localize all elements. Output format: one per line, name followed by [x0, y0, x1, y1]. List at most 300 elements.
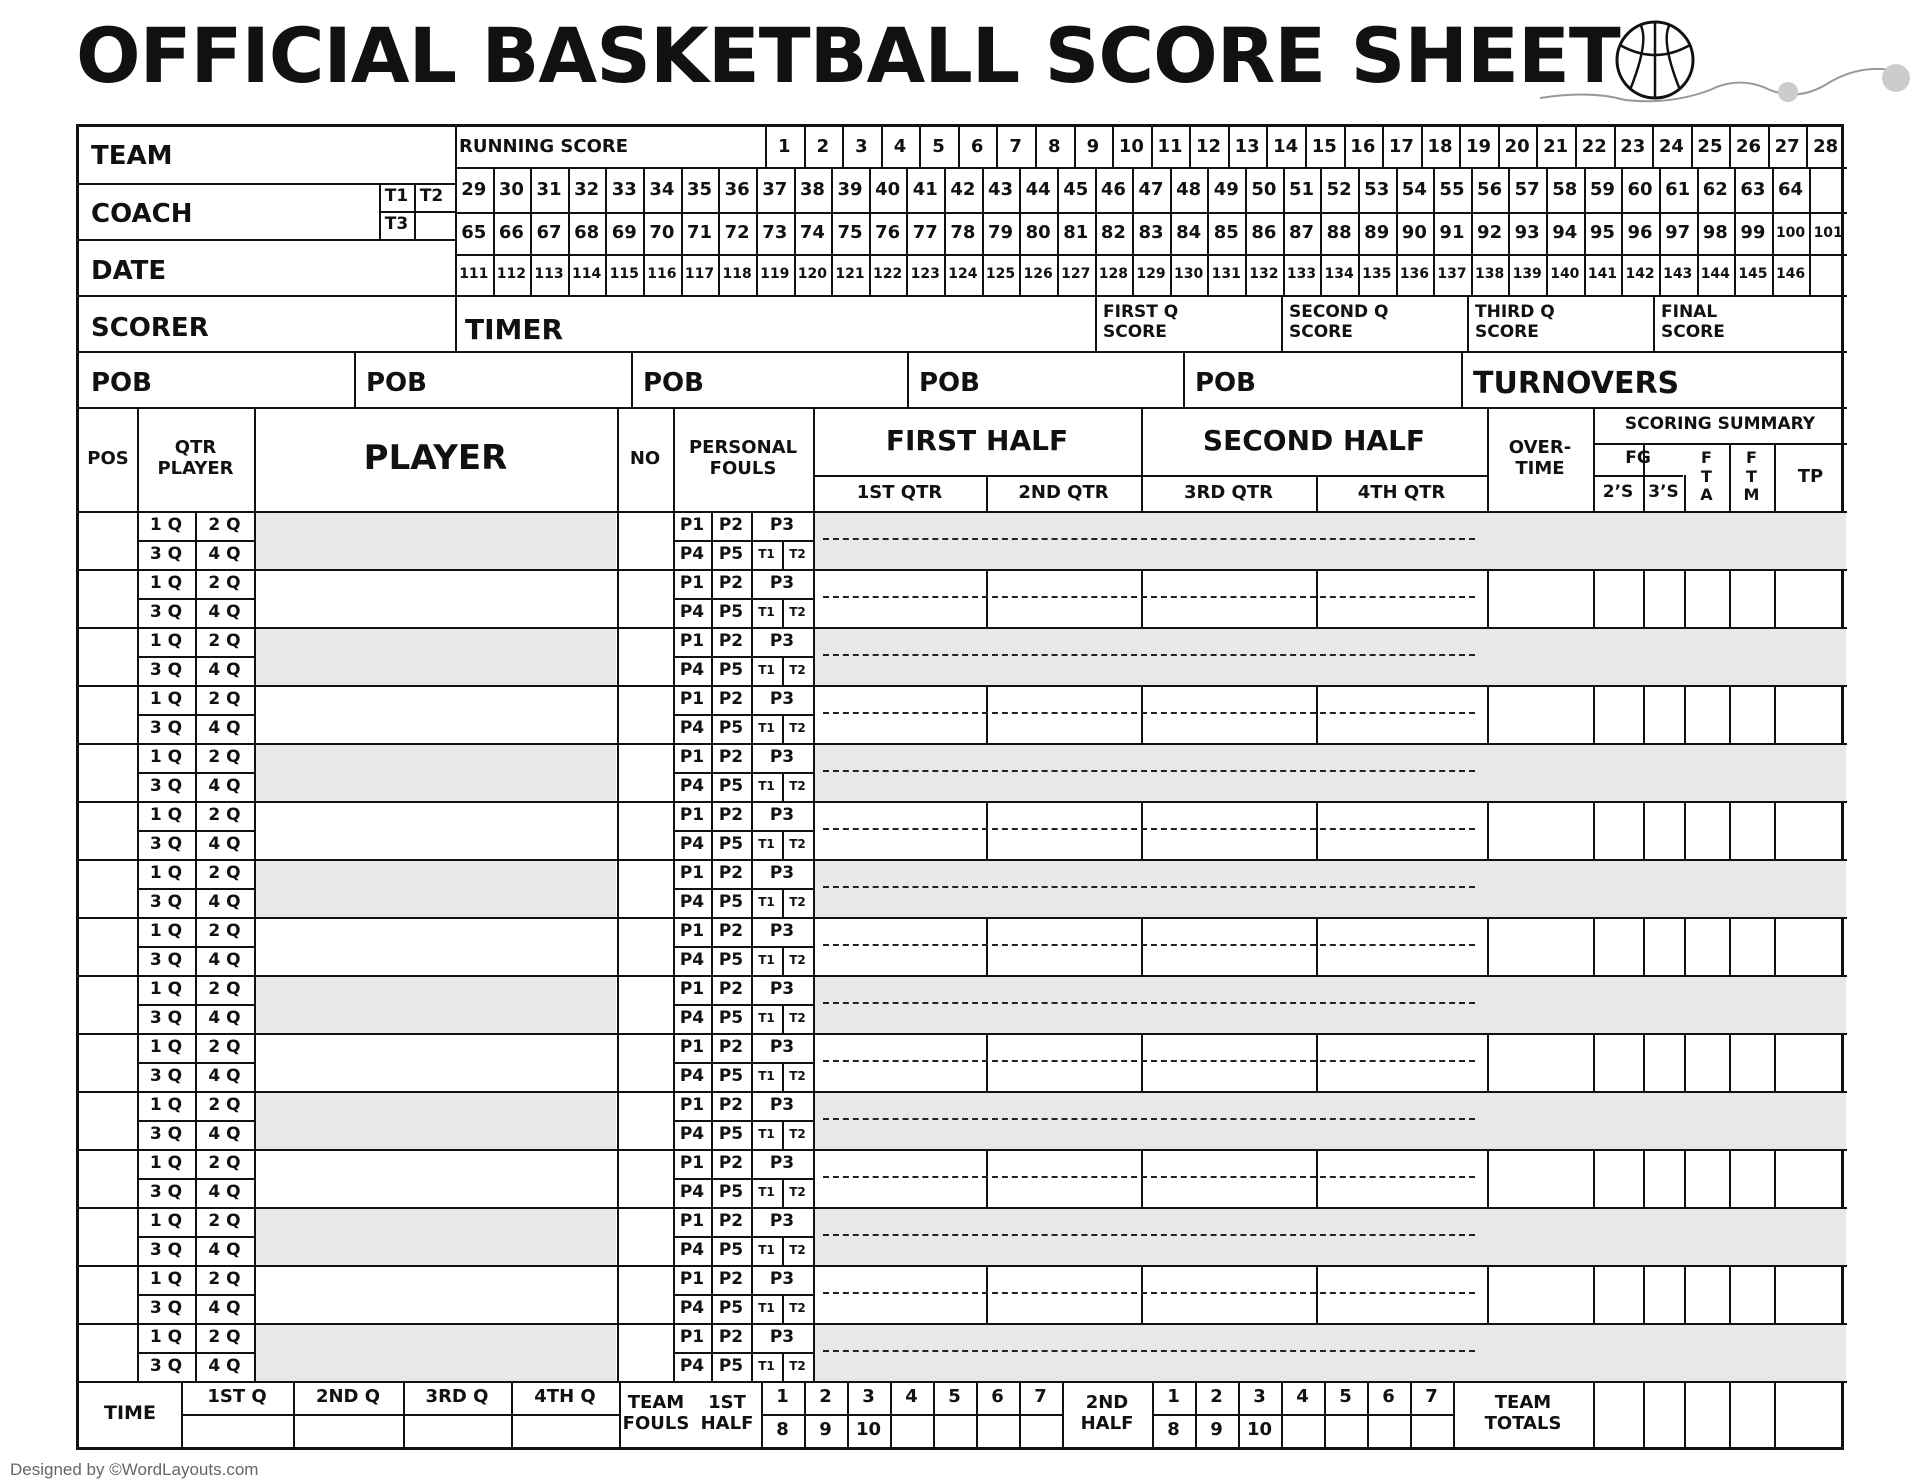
running-score-cell[interactable]: 16 — [1350, 135, 1376, 157]
foul-t2-box[interactable]: T2 — [789, 1068, 806, 1083]
player-position-field[interactable] — [79, 1265, 137, 1323]
foul-p4-box[interactable]: P4 — [679, 1065, 705, 1086]
running-score-cell[interactable]: 7 — [1009, 135, 1022, 157]
twos-cell[interactable] — [1593, 975, 1643, 1033]
foul-p2-box[interactable]: P2 — [718, 1268, 744, 1289]
foul-t1-box[interactable]: T1 — [758, 1184, 775, 1199]
tp-total[interactable] — [1774, 1381, 1847, 1447]
tp-cell[interactable] — [1774, 1265, 1847, 1323]
player-number-field[interactable] — [617, 569, 673, 627]
running-score-cell[interactable]: 123 — [910, 266, 940, 283]
quarter-1-box[interactable]: 1 Q — [149, 1210, 183, 1231]
running-score-cell[interactable]: 64 — [1778, 178, 1804, 200]
foul-p1-box[interactable]: P1 — [679, 1036, 705, 1057]
foul-t1-box[interactable]: T1 — [758, 720, 775, 735]
foul-p2-box[interactable]: P2 — [718, 978, 744, 999]
running-score-cell[interactable]: 33 — [611, 178, 637, 200]
foul-p3-box[interactable]: P3 — [769, 514, 795, 535]
running-score-cell[interactable]: 61 — [1665, 178, 1691, 200]
tp-cell[interactable] — [1774, 627, 1847, 685]
running-score-cell[interactable]: 93 — [1514, 221, 1540, 243]
player-number-field[interactable] — [617, 859, 673, 917]
foul-p3-box[interactable]: P3 — [769, 1268, 795, 1289]
ftm-cell[interactable] — [1729, 1033, 1774, 1091]
running-score-cell[interactable]: 92 — [1477, 221, 1503, 243]
running-score-cell[interactable]: 115 — [609, 266, 639, 283]
foul-p3-box[interactable]: P3 — [769, 804, 795, 825]
running-score-cell[interactable]: 79 — [987, 221, 1014, 243]
running-score-cell[interactable]: 81 — [1063, 221, 1089, 243]
foul-p2-box[interactable]: P2 — [718, 1152, 744, 1173]
running-score-cell[interactable]: 126 — [1023, 266, 1053, 283]
foul-t2-box[interactable]: T2 — [789, 662, 806, 677]
running-score-cell[interactable]: 6 — [970, 135, 984, 157]
quarter-4-box[interactable]: 4 Q — [208, 833, 241, 854]
quarter-2-box[interactable]: 2 Q — [208, 746, 241, 767]
running-score-cell[interactable]: 143 — [1663, 266, 1693, 283]
running-score-cell[interactable]: 127 — [1061, 266, 1091, 283]
player-number-field[interactable] — [617, 511, 673, 569]
quarter-3-box[interactable]: 3 Q — [149, 543, 183, 564]
foul-t2-box[interactable]: T2 — [789, 1010, 806, 1025]
foul-t1-box[interactable]: T1 — [758, 1126, 775, 1141]
foul-p3-box[interactable]: P3 — [769, 688, 795, 709]
twos-cell[interactable] — [1593, 1033, 1643, 1091]
foul-p1-box[interactable]: P1 — [679, 1268, 705, 1289]
fta-cell[interactable] — [1684, 1207, 1729, 1265]
running-score-cell[interactable]: 2 — [816, 135, 830, 157]
player-name-field[interactable] — [254, 859, 617, 917]
running-score-cell[interactable]: 144 — [1700, 266, 1730, 283]
foul-p3-box[interactable]: P3 — [769, 862, 795, 883]
team-foul-box-second-half[interactable]: 10 — [1246, 1419, 1273, 1441]
running-score-cell[interactable]: 138 — [1474, 266, 1505, 283]
twos-cell[interactable] — [1593, 801, 1643, 859]
running-score-cell[interactable]: 37 — [762, 178, 788, 200]
foul-t1-box[interactable]: T1 — [758, 1010, 775, 1025]
tp-cell[interactable] — [1774, 1149, 1847, 1207]
quarter-3-box[interactable]: 3 Q — [149, 775, 183, 796]
foul-p1-box[interactable]: P1 — [679, 804, 705, 825]
foul-t2-box[interactable]: T2 — [789, 836, 806, 851]
running-score-cell[interactable]: 122 — [873, 266, 903, 283]
quarter-3-box[interactable]: 3 Q — [149, 1065, 183, 1086]
threes-total[interactable] — [1643, 1381, 1684, 1447]
twos-total[interactable] — [1593, 1381, 1643, 1447]
running-score-cell[interactable]: 94 — [1552, 221, 1578, 243]
running-score-cell[interactable]: 63 — [1740, 178, 1766, 200]
running-score-cell[interactable]: 130 — [1173, 266, 1204, 283]
running-score-cell[interactable]: 90 — [1401, 221, 1427, 243]
running-score-cell[interactable]: 62 — [1702, 178, 1728, 200]
quarter-3-box[interactable]: 3 Q — [149, 1181, 183, 1202]
foul-p5-box[interactable]: P5 — [718, 833, 744, 854]
twos-cell[interactable] — [1593, 511, 1643, 569]
foul-p1-box[interactable]: P1 — [679, 746, 705, 767]
quarter-2-box[interactable]: 2 Q — [208, 1152, 241, 1173]
foul-t1-box[interactable]: T1 — [758, 894, 775, 909]
threes-cell[interactable] — [1643, 859, 1684, 917]
threes-cell[interactable] — [1643, 1091, 1684, 1149]
foul-p4-box[interactable]: P4 — [679, 949, 705, 970]
running-score-cell[interactable]: 74 — [799, 221, 825, 243]
foul-p1-box[interactable]: P1 — [679, 978, 705, 999]
player-position-field[interactable] — [79, 1033, 137, 1091]
player-name-field[interactable] — [254, 801, 617, 859]
team-foul-box-first-half[interactable]: 8 — [776, 1419, 789, 1441]
time-quarter-field[interactable] — [511, 1414, 619, 1447]
quarter-2-box[interactable]: 2 Q — [208, 630, 241, 651]
foul-p3-box[interactable]: P3 — [769, 572, 795, 593]
foul-t2-box[interactable]: T2 — [789, 1126, 806, 1141]
running-score-cell[interactable]: 11 — [1157, 135, 1183, 157]
running-score-cell[interactable]: 35 — [686, 178, 713, 200]
running-score-cell[interactable]: 70 — [649, 221, 675, 243]
foul-p1-box[interactable]: P1 — [679, 688, 705, 709]
ftm-cell[interactable] — [1729, 1265, 1774, 1323]
running-score-cell[interactable]: 83 — [1138, 221, 1164, 243]
running-score-cell[interactable]: 4 — [893, 135, 907, 157]
foul-p3-box[interactable]: P3 — [769, 1036, 795, 1057]
foul-p3-box[interactable]: P3 — [769, 1094, 795, 1115]
quarter-2-box[interactable]: 2 Q — [208, 572, 241, 593]
player-position-field[interactable] — [79, 1091, 137, 1149]
player-number-field[interactable] — [617, 1091, 673, 1149]
foul-p4-box[interactable]: P4 — [679, 833, 705, 854]
quarter-4-box[interactable]: 4 Q — [208, 601, 241, 622]
ftm-total[interactable] — [1729, 1381, 1774, 1447]
team-foul-box-second-half[interactable]: 7 — [1425, 1386, 1438, 1408]
foul-p4-box[interactable]: P4 — [679, 659, 705, 680]
quarter-3-box[interactable]: 3 Q — [149, 1355, 183, 1376]
quarter-2-box[interactable]: 2 Q — [208, 1210, 241, 1231]
running-score-cell[interactable]: 5 — [932, 135, 945, 157]
quarter-3-box[interactable]: 3 Q — [149, 1007, 183, 1028]
running-score-cell[interactable]: 111 — [459, 266, 489, 283]
foul-p4-box[interactable]: P4 — [679, 543, 705, 564]
running-score-cell[interactable]: 98 — [1702, 221, 1728, 243]
player-number-field[interactable] — [617, 627, 673, 685]
team-foul-box-second-half[interactable]: 2 — [1210, 1386, 1223, 1408]
running-score-cell[interactable]: 48 — [1176, 178, 1202, 200]
threes-cell[interactable] — [1643, 743, 1684, 801]
running-score-cell[interactable]: 56 — [1477, 178, 1503, 200]
player-name-field[interactable] — [254, 1091, 617, 1149]
foul-p5-box[interactable]: P5 — [718, 659, 744, 680]
running-score-cell[interactable]: 42 — [950, 178, 976, 200]
team-foul-box-first-half[interactable]: 2 — [819, 1386, 832, 1408]
quarter-1-box[interactable]: 1 Q — [149, 1094, 183, 1115]
foul-t1-box[interactable]: T1 — [758, 604, 775, 619]
foul-p5-box[interactable]: P5 — [718, 1355, 744, 1376]
twos-cell[interactable] — [1593, 627, 1643, 685]
player-number-field[interactable] — [617, 1323, 673, 1381]
running-score-cell[interactable]: 55 — [1439, 178, 1465, 200]
running-score-cell[interactable]: 96 — [1627, 221, 1653, 243]
running-score-cell[interactable]: 24 — [1658, 135, 1684, 157]
running-score-cell[interactable]: 145 — [1738, 266, 1768, 283]
running-score-cell[interactable]: 3 — [855, 135, 868, 157]
running-score-cell[interactable]: 141 — [1587, 266, 1618, 283]
team-foul-box-second-half[interactable]: 9 — [1210, 1419, 1223, 1441]
fta-cell[interactable] — [1684, 1265, 1729, 1323]
running-score-cell[interactable]: 29 — [461, 178, 487, 200]
running-score-cell[interactable]: 15 — [1311, 135, 1337, 157]
quarter-4-box[interactable]: 4 Q — [208, 717, 241, 738]
player-position-field[interactable] — [79, 1207, 137, 1265]
player-name-field[interactable] — [254, 569, 617, 627]
running-score-cell[interactable]: 75 — [837, 221, 863, 243]
foul-p2-box[interactable]: P2 — [718, 514, 744, 535]
running-score-cell[interactable]: 131 — [1211, 266, 1241, 283]
quarter-2-box[interactable]: 2 Q — [208, 978, 241, 999]
foul-p5-box[interactable]: P5 — [718, 1007, 744, 1028]
foul-p3-box[interactable]: P3 — [769, 1152, 795, 1173]
foul-p5-box[interactable]: P5 — [718, 1239, 744, 1260]
player-name-field[interactable] — [254, 975, 617, 1033]
running-score-cell[interactable]: 136 — [1399, 266, 1429, 283]
ftm-cell[interactable] — [1729, 1149, 1774, 1207]
twos-cell[interactable] — [1593, 1323, 1643, 1381]
foul-p1-box[interactable]: P1 — [679, 1326, 705, 1347]
foul-p5-box[interactable]: P5 — [718, 601, 744, 622]
ftm-cell[interactable] — [1729, 801, 1774, 859]
fta-cell[interactable] — [1684, 569, 1729, 627]
running-score-cell[interactable]: 20 — [1504, 135, 1530, 157]
running-score-cell[interactable]: 67 — [536, 221, 562, 243]
running-score-cell[interactable]: 100 — [1775, 224, 1806, 241]
quarter-3-box[interactable]: 3 Q — [149, 1297, 183, 1318]
running-score-cell[interactable]: 113 — [534, 266, 564, 283]
running-score-cell[interactable]: 26 — [1736, 135, 1762, 157]
running-score-cell[interactable]: 21 — [1543, 135, 1569, 157]
running-score-cell[interactable]: 124 — [948, 266, 978, 283]
threes-cell[interactable] — [1643, 569, 1684, 627]
running-score-cell[interactable]: 91 — [1439, 221, 1465, 243]
running-score-cell[interactable]: 133 — [1286, 266, 1317, 283]
foul-p2-box[interactable]: P2 — [718, 920, 744, 941]
quarter-1-box[interactable]: 1 Q — [149, 862, 183, 883]
team-foul-box-first-half[interactable]: 10 — [855, 1419, 882, 1441]
quarter-3-box[interactable]: 3 Q — [149, 601, 183, 622]
running-score-cell[interactable]: 41 — [912, 178, 938, 200]
foul-p5-box[interactable]: P5 — [718, 1297, 744, 1318]
player-name-field[interactable] — [254, 685, 617, 743]
quarter-2-box[interactable]: 2 Q — [208, 920, 241, 941]
foul-p2-box[interactable]: P2 — [718, 688, 744, 709]
running-score-cell[interactable]: 53 — [1364, 178, 1390, 200]
quarter-4-box[interactable]: 4 Q — [208, 1123, 241, 1144]
running-score-cell[interactable]: 134 — [1324, 266, 1354, 283]
time-quarter-field[interactable] — [403, 1414, 511, 1447]
twos-cell[interactable] — [1593, 743, 1643, 801]
running-score-cell[interactable]: 47 — [1138, 178, 1164, 200]
player-position-field[interactable] — [79, 917, 137, 975]
foul-t1-box[interactable]: T1 — [758, 1300, 775, 1315]
player-position-field[interactable] — [79, 859, 137, 917]
ftm-cell[interactable] — [1729, 1207, 1774, 1265]
twos-cell[interactable] — [1593, 685, 1643, 743]
quarter-2-box[interactable]: 2 Q — [208, 1036, 241, 1057]
running-score-cell[interactable]: 27 — [1774, 135, 1800, 157]
quarter-1-box[interactable]: 1 Q — [149, 1268, 183, 1289]
threes-cell[interactable] — [1643, 627, 1684, 685]
running-score-cell[interactable]: 49 — [1213, 178, 1239, 200]
running-score-cell[interactable]: 59 — [1589, 178, 1615, 200]
quarter-2-box[interactable]: 2 Q — [208, 1268, 241, 1289]
player-number-field[interactable] — [617, 743, 673, 801]
running-score-cell[interactable]: 31 — [536, 178, 562, 200]
team-foul-box-second-half[interactable]: 4 — [1296, 1386, 1309, 1408]
quarter-2-box[interactable]: 2 Q — [208, 862, 241, 883]
quarter-1-box[interactable]: 1 Q — [149, 804, 183, 825]
quarter-4-box[interactable]: 4 Q — [208, 1239, 241, 1260]
team-foul-box-second-half[interactable]: 1 — [1167, 1386, 1180, 1408]
foul-p1-box[interactable]: P1 — [679, 572, 705, 593]
running-score-cell[interactable]: 68 — [574, 221, 600, 243]
tp-cell[interactable] — [1774, 1091, 1847, 1149]
foul-t2-box[interactable]: T2 — [789, 546, 806, 561]
running-score-cell[interactable]: 142 — [1625, 266, 1655, 283]
quarter-4-box[interactable]: 4 Q — [208, 543, 241, 564]
running-score-cell[interactable]: 32 — [574, 178, 600, 200]
running-score-cell[interactable]: 34 — [649, 178, 675, 200]
running-score-cell[interactable]: 114 — [572, 266, 602, 283]
running-score-cell[interactable]: 22 — [1581, 135, 1607, 157]
quarter-4-box[interactable]: 4 Q — [208, 891, 241, 912]
quarter-1-box[interactable]: 1 Q — [149, 688, 183, 709]
team-foul-box-first-half[interactable]: 9 — [819, 1419, 832, 1441]
player-name-field[interactable] — [254, 1265, 617, 1323]
running-score-cell[interactable]: 72 — [724, 221, 750, 243]
foul-p5-box[interactable]: P5 — [718, 949, 744, 970]
tp-cell[interactable] — [1774, 685, 1847, 743]
team-foul-box-first-half[interactable]: 7 — [1034, 1386, 1047, 1408]
quarter-4-box[interactable]: 4 Q — [208, 1181, 241, 1202]
running-score-cell[interactable]: 84 — [1176, 221, 1202, 243]
foul-t2-box[interactable]: T2 — [789, 1358, 806, 1373]
quarter-4-box[interactable]: 4 Q — [208, 1065, 241, 1086]
ftm-cell[interactable] — [1729, 685, 1774, 743]
running-score-cell[interactable]: 57 — [1514, 178, 1540, 200]
player-name-field[interactable] — [254, 1323, 617, 1381]
running-score-cell[interactable]: 73 — [762, 221, 788, 243]
foul-p1-box[interactable]: P1 — [679, 920, 705, 941]
running-score-cell[interactable]: 10 — [1118, 135, 1144, 157]
player-name-field[interactable] — [254, 1207, 617, 1265]
running-score-cell[interactable]: 88 — [1326, 221, 1352, 243]
fta-cell[interactable] — [1684, 1091, 1729, 1149]
quarter-1-box[interactable]: 1 Q — [149, 572, 183, 593]
foul-t2-box[interactable]: T2 — [789, 1242, 806, 1257]
quarter-4-box[interactable]: 4 Q — [208, 949, 241, 970]
running-score-cell[interactable]: 43 — [987, 178, 1014, 200]
foul-t2-box[interactable]: T2 — [789, 1184, 806, 1199]
foul-p5-box[interactable]: P5 — [718, 1123, 744, 1144]
running-score-cell[interactable]: 45 — [1063, 178, 1089, 200]
quarter-1-box[interactable]: 1 Q — [149, 514, 183, 535]
ftm-cell[interactable] — [1729, 1323, 1774, 1381]
twos-cell[interactable] — [1593, 1265, 1643, 1323]
running-score-cell[interactable]: 13 — [1234, 135, 1260, 157]
foul-p4-box[interactable]: P4 — [679, 1239, 705, 1260]
quarter-4-box[interactable]: 4 Q — [208, 1355, 241, 1376]
foul-p4-box[interactable]: P4 — [679, 1123, 705, 1144]
fta-total[interactable] — [1684, 1381, 1729, 1447]
quarter-1-box[interactable]: 1 Q — [149, 1152, 183, 1173]
team-foul-box-second-half[interactable]: 8 — [1167, 1419, 1180, 1441]
fta-cell[interactable] — [1684, 859, 1729, 917]
player-name-field[interactable] — [254, 917, 617, 975]
player-position-field[interactable] — [79, 1149, 137, 1207]
tp-cell[interactable] — [1774, 859, 1847, 917]
twos-cell[interactable] — [1593, 859, 1643, 917]
running-score-cell[interactable]: 119 — [760, 266, 790, 283]
player-number-field[interactable] — [617, 1207, 673, 1265]
running-score-cell[interactable]: 54 — [1401, 178, 1427, 200]
foul-p2-box[interactable]: P2 — [718, 1036, 744, 1057]
running-score-cell[interactable]: 97 — [1665, 221, 1691, 243]
threes-cell[interactable] — [1643, 1265, 1684, 1323]
foul-p5-box[interactable]: P5 — [718, 1181, 744, 1202]
threes-cell[interactable] — [1643, 975, 1684, 1033]
quarter-4-box[interactable]: 4 Q — [208, 775, 241, 796]
player-position-field[interactable] — [79, 627, 137, 685]
foul-p2-box[interactable]: P2 — [718, 1326, 744, 1347]
quarter-3-box[interactable]: 3 Q — [149, 659, 183, 680]
running-score-cell[interactable]: 132 — [1249, 266, 1279, 283]
foul-p4-box[interactable]: P4 — [679, 1355, 705, 1376]
ftm-cell[interactable] — [1729, 511, 1774, 569]
foul-t1-box[interactable]: T1 — [758, 778, 775, 793]
running-score-cell[interactable]: 1 — [778, 135, 791, 157]
foul-t2-box[interactable]: T2 — [789, 894, 806, 909]
running-score-cell[interactable]: 9 — [1086, 135, 1100, 157]
team-foul-box-first-half[interactable]: 6 — [991, 1386, 1004, 1408]
player-name-field[interactable] — [254, 1033, 617, 1091]
twos-cell[interactable] — [1593, 1149, 1643, 1207]
foul-p2-box[interactable]: P2 — [718, 746, 744, 767]
player-number-field[interactable] — [617, 685, 673, 743]
twos-cell[interactable] — [1593, 569, 1643, 627]
player-position-field[interactable] — [79, 975, 137, 1033]
running-score-cell[interactable]: 39 — [837, 178, 863, 200]
foul-p1-box[interactable]: P1 — [679, 514, 705, 535]
player-position-field[interactable] — [79, 1323, 137, 1381]
foul-p4-box[interactable]: P4 — [679, 1297, 705, 1318]
foul-p2-box[interactable]: P2 — [718, 862, 744, 883]
running-score-cell[interactable]: 69 — [611, 221, 637, 243]
running-score-cell[interactable]: 46 — [1100, 178, 1126, 200]
foul-p4-box[interactable]: P4 — [679, 775, 705, 796]
foul-t1-box[interactable]: T1 — [758, 546, 775, 561]
running-score-cell[interactable]: 51 — [1288, 178, 1314, 200]
foul-p1-box[interactable]: P1 — [679, 1152, 705, 1173]
running-score-cell[interactable]: 135 — [1362, 266, 1392, 283]
twos-cell[interactable] — [1593, 1207, 1643, 1265]
foul-p2-box[interactable]: P2 — [718, 1094, 744, 1115]
quarter-1-box[interactable]: 1 Q — [149, 746, 183, 767]
team-foul-box-first-half[interactable]: 4 — [905, 1386, 918, 1408]
quarter-3-box[interactable]: 3 Q — [149, 1239, 183, 1260]
quarter-2-box[interactable]: 2 Q — [208, 1326, 241, 1347]
fta-cell[interactable] — [1684, 917, 1729, 975]
running-score-cell[interactable]: 128 — [1098, 266, 1128, 283]
foul-t1-box[interactable]: T1 — [758, 952, 775, 967]
foul-p2-box[interactable]: P2 — [718, 1210, 744, 1231]
foul-p2-box[interactable]: P2 — [718, 572, 744, 593]
foul-p4-box[interactable]: P4 — [679, 1181, 705, 1202]
